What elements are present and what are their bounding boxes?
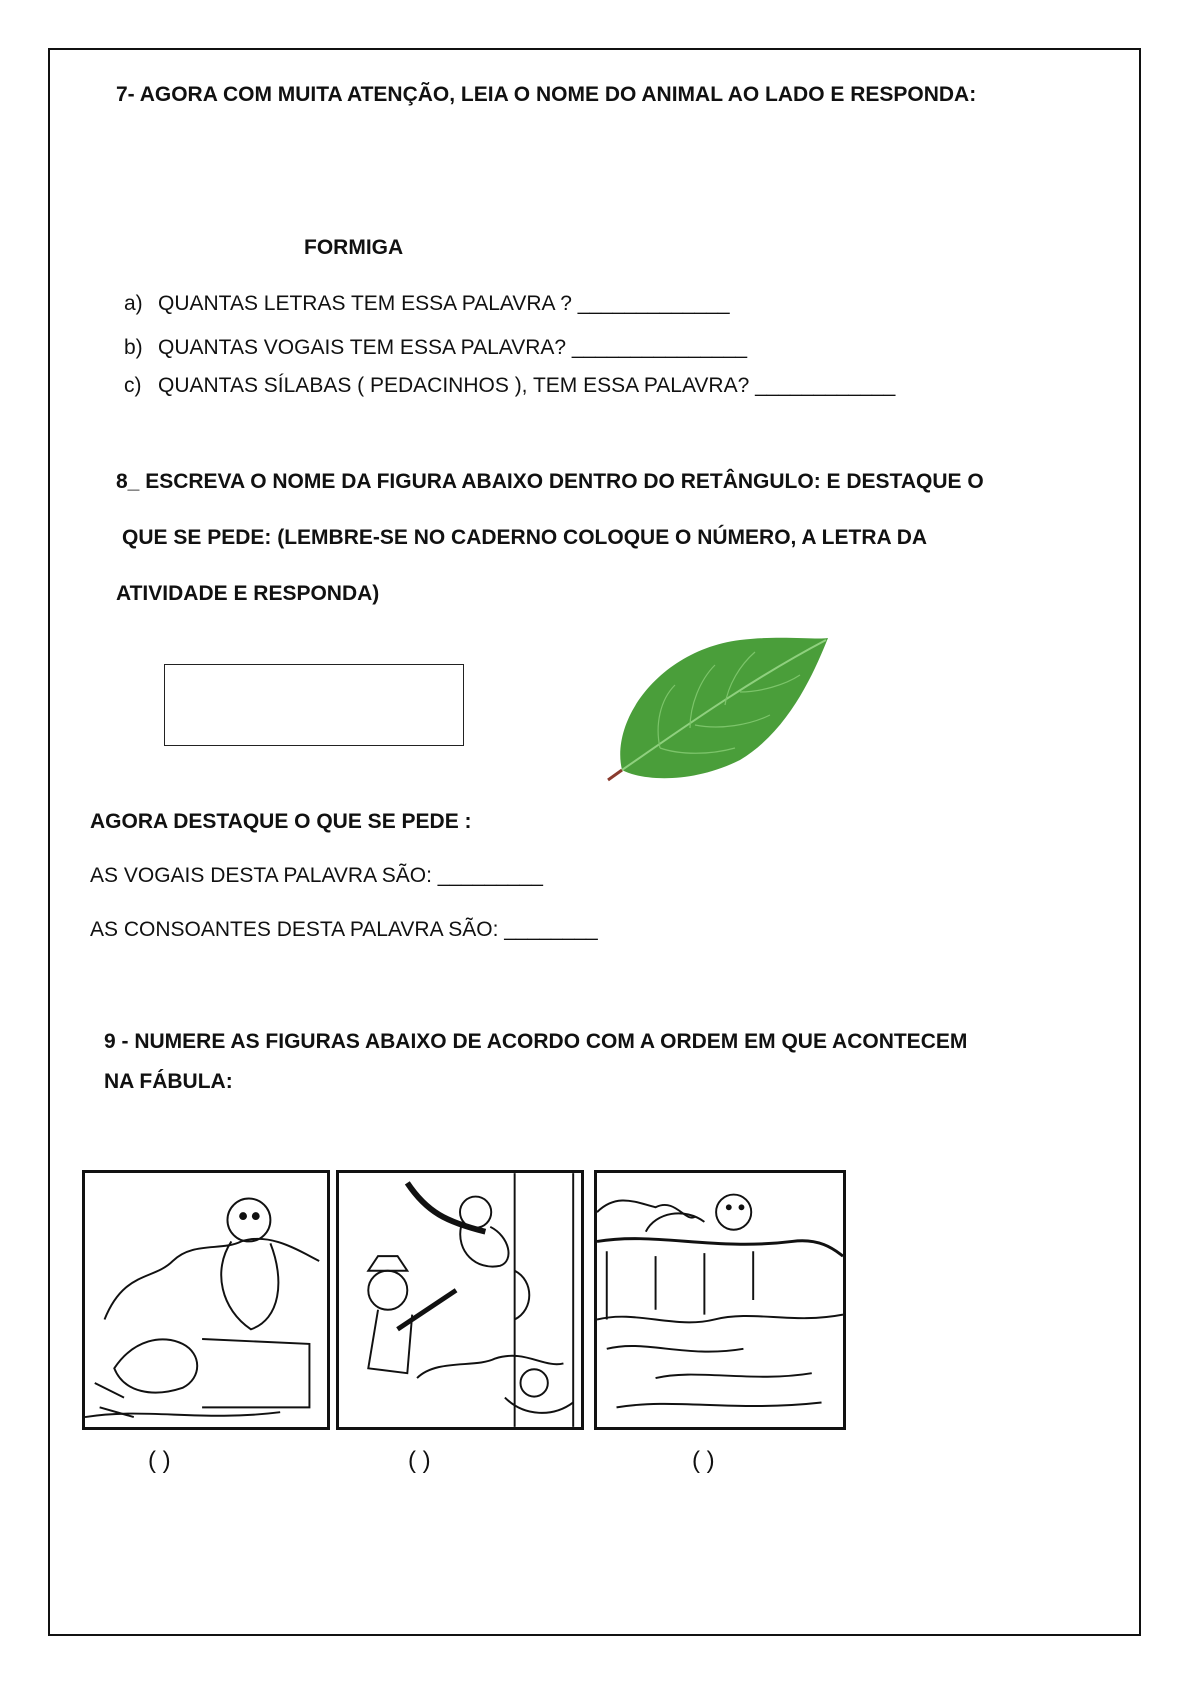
- item-label: c): [124, 374, 142, 397]
- item-label: b): [124, 336, 143, 359]
- q9-title-line2: NA FÁBULA:: [104, 1070, 233, 1093]
- q7-word: FORMIGA: [304, 236, 404, 259]
- cricket-on-rocks-drawing: [597, 1173, 843, 1427]
- q9-title-line1: 9 - NUMERE AS FIGURAS ABAIXO DE ACORDO COM A ORDEM EM QUE ACONTECEM: [104, 1030, 968, 1053]
- item-label: a): [124, 292, 143, 315]
- ant-and-bird-drawing: [85, 1173, 327, 1427]
- order-answer-3[interactable]: ( ): [692, 1447, 715, 1474]
- cricket-playing-drawing: [339, 1173, 581, 1427]
- answer-rectangle[interactable]: [164, 664, 464, 746]
- leaf-image: [600, 630, 840, 790]
- fable-panel-1: [82, 1170, 330, 1430]
- q7-item-c[interactable]: [124, 374, 895, 398]
- q8-title-line1: 8_ ESCREVA O NOME DA FIGURA ABAIXO DENTRO DO RETÂNGULO: E DESTAQUE O: [116, 470, 984, 493]
- q8-subtitle: AGORA DESTAQUE O QUE SE PEDE :: [90, 810, 472, 833]
- item-text: QUANTAS LETRAS TEM ESSA PALAVRA ? _____________: [158, 292, 730, 315]
- q7-item-a[interactable]: [124, 292, 730, 316]
- q7-item-b[interactable]: [124, 336, 747, 360]
- q8-vowels-prompt[interactable]: AS VOGAIS DESTA PALAVRA SÃO: _________: [90, 864, 543, 887]
- item-text: QUANTAS SÍLABAS ( PEDACINHOS ), TEM ESSA PALAVRA? ____________: [158, 374, 896, 397]
- order-answer-1[interactable]: ( ): [148, 1447, 171, 1474]
- q8-consonants-prompt[interactable]: AS CONSOANTES DESTA PALAVRA SÃO: ________: [90, 918, 598, 941]
- fable-panel-3: [594, 1170, 846, 1430]
- fable-panel-2: [336, 1170, 584, 1430]
- q7-title: 7- AGORA COM MUITA ATENÇÃO, LEIA O NOME DO ANIMAL AO LADO E RESPONDA:: [116, 83, 977, 106]
- q8-title-line3: ATIVIDADE E RESPONDA): [116, 582, 380, 605]
- item-text: QUANTAS VOGAIS TEM ESSA PALAVRA? _______________: [158, 336, 748, 359]
- order-answer-2[interactable]: ( ): [408, 1447, 431, 1474]
- q8-title-line2: QUE SE PEDE: (LEMBRE-SE NO CADERNO COLOQUE O NÚMERO, A LETRA DA: [122, 526, 928, 549]
